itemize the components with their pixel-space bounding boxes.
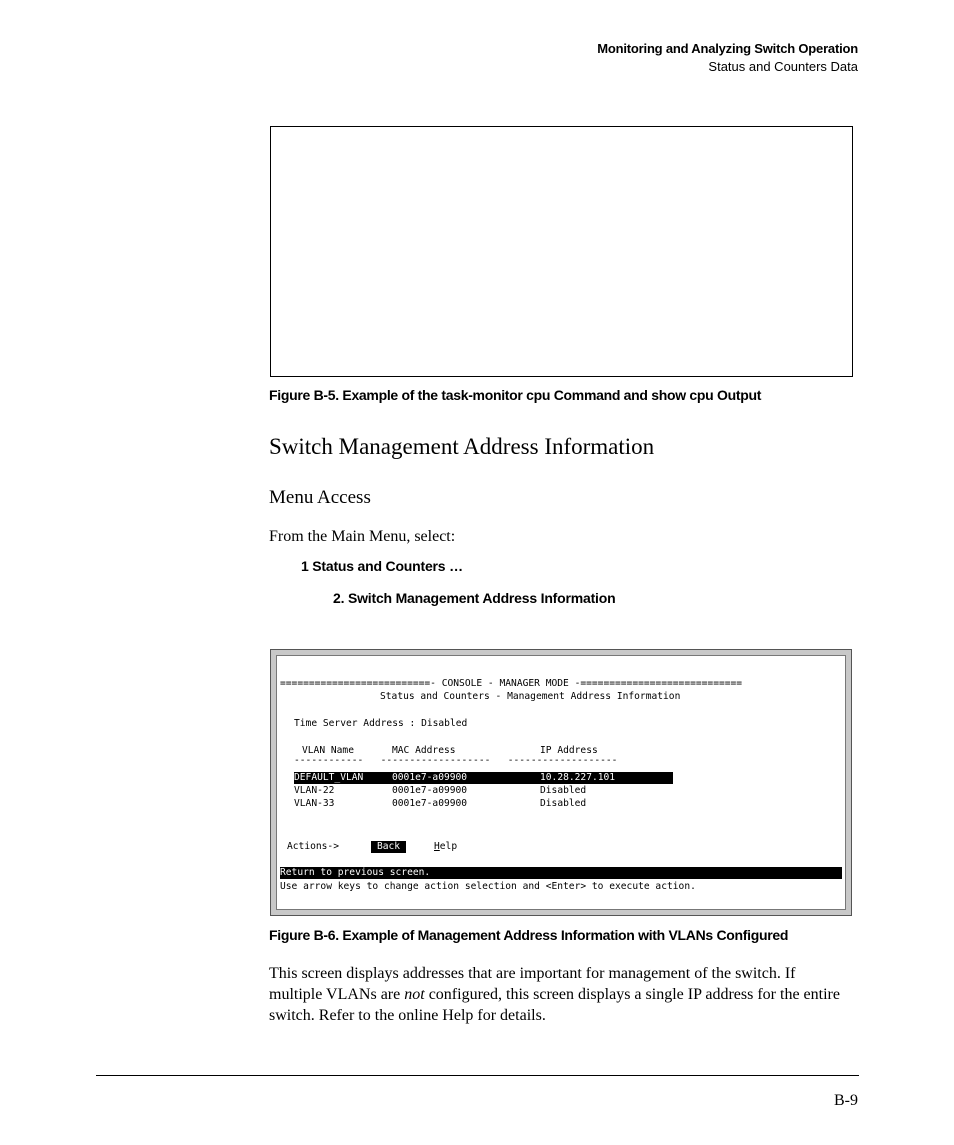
console-screen [276, 655, 846, 910]
menu-path-step-1: 1 Status and Counters … [301, 558, 463, 574]
footer-rule [96, 1075, 859, 1076]
ip-address-cell: Disabled [540, 785, 587, 796]
column-header-mac: MAC Address [392, 745, 456, 756]
running-header-subtitle: Status and Counters Data [708, 59, 858, 74]
console-screen-title: Status and Counters - Management Address Information [380, 691, 681, 702]
column-underline: ------------ ------------------- ------------------- [294, 755, 618, 766]
ip-address-cell: 10.28.227.101 [540, 772, 616, 783]
help-label-rest: elp [439, 841, 458, 852]
vlan-name-cell: DEFAULT_VLAN [294, 772, 364, 783]
menu-path-step-2: 2. Switch Management Address Information [333, 590, 616, 606]
page-number: B-9 [834, 1092, 858, 1109]
paragraph-text-1: This screen displays addresses that are important for management of the switch. If multiple VLANs are [269, 965, 796, 1003]
section-subheading: Menu Access [269, 487, 371, 508]
mac-address-cell: 0001e7-a09900 [392, 772, 468, 783]
intro-text: From the Main Menu, select: [269, 528, 456, 545]
section-heading: Switch Management Address Information [269, 434, 655, 459]
body-paragraph [269, 963, 844, 1026]
hint-line: Use arrow keys to change action selection and <Enter> to execute action. [280, 881, 696, 892]
running-header-title: Monitoring and Analyzing Switch Operation [597, 41, 858, 56]
back-button[interactable]: Back [371, 841, 406, 853]
console-screenshot [270, 649, 852, 916]
vlan-name-cell: VLAN-22 [294, 785, 335, 796]
time-server-address: Time Server Address : Disabled [294, 718, 468, 729]
paragraph-emphasis: not [404, 986, 425, 1003]
column-header-vlan: VLAN Name [302, 745, 354, 756]
mac-address-cell: 0001e7-a09900 [392, 798, 468, 809]
figure-b5-placeholder [270, 126, 853, 377]
vlan-name-cell: VLAN-33 [294, 798, 335, 809]
figure-b6-caption: Figure B-6. Example of Management Address Information with VLANs Configured [269, 927, 789, 943]
column-header-ip: IP Address [540, 745, 598, 756]
mac-address-cell: 0001e7-a09900 [392, 785, 468, 796]
ip-address-cell: Disabled [540, 798, 587, 809]
help-button[interactable] [434, 841, 457, 853]
actions-label: Actions-> [287, 841, 339, 852]
status-line: Return to previous screen. [280, 867, 842, 879]
help-hotkey: H [434, 841, 440, 852]
console-banner: ==========================- CONSOLE - MANAGER MODE -============================ [280, 678, 743, 689]
paragraph-text-2: configured, this screen displays a single IP address for the entire switch. Refer to the online Help for details. [269, 986, 840, 1024]
figure-b5-caption: Figure B-5. Example of the task-monitor cpu Command and show cpu Output [269, 387, 762, 403]
